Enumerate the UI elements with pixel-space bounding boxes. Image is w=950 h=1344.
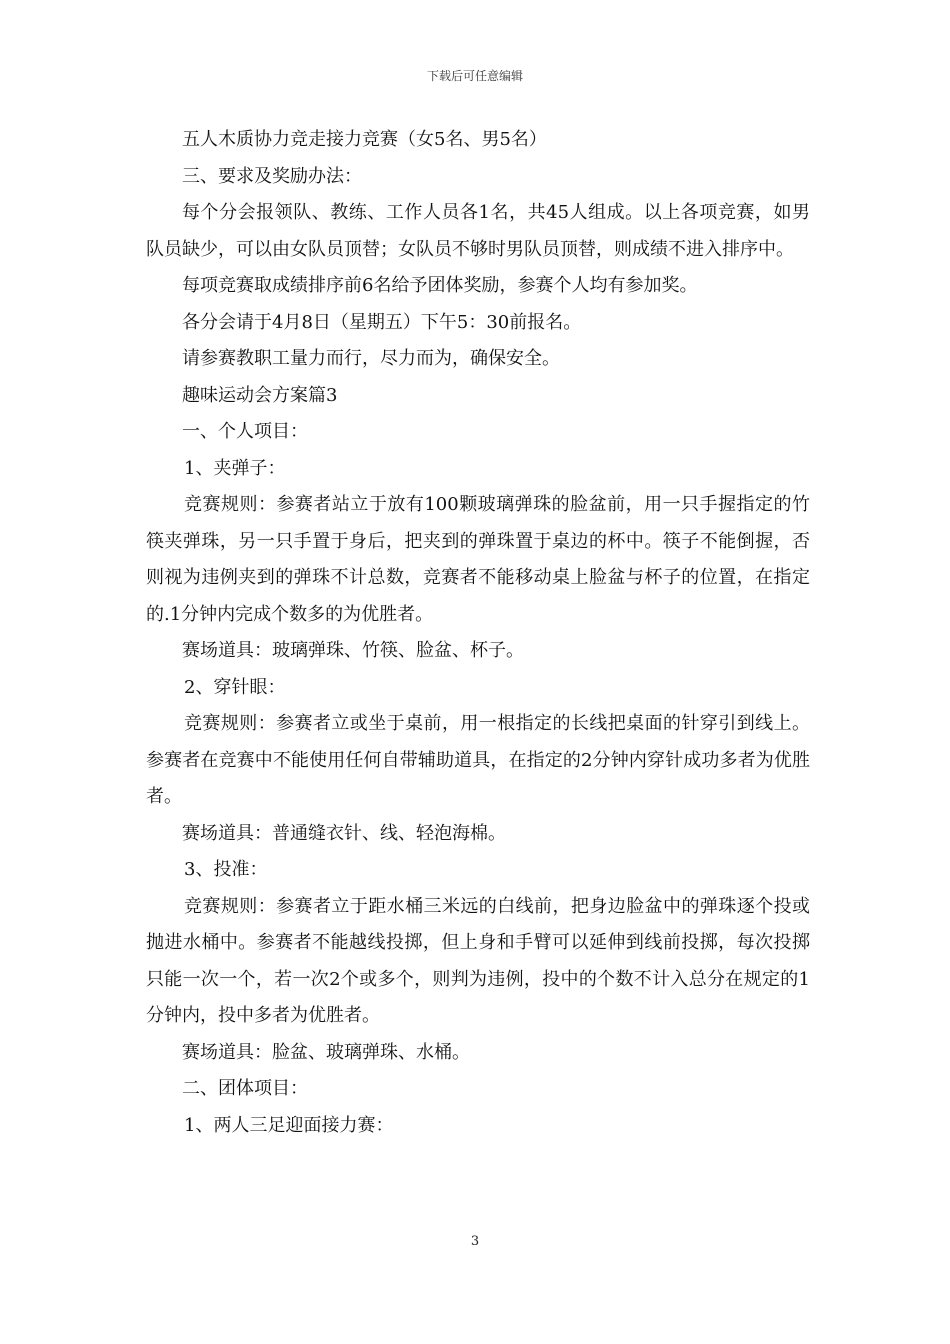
page-header: 下载后可任意编辑 [426, 69, 523, 83]
paragraph-threading-rules: 竞赛规则：参赛者立或坐于桌前，用一根指定的长线把桌面的针穿引到线上。参赛者在竞赛中不能使用任何自带辅助道具，在指定的2分钟内穿针成功多者为优胜者。 [146, 713, 810, 807]
paragraph-marbles-props: 赛场道具：玻璃弹珠、竹筷、脸盆、杯子。 [182, 640, 524, 661]
item-heading-three-legged: 1、两人三足迎面接力赛： [184, 1114, 394, 1136]
paragraph-safety: 请参赛教职工量力而行，尽力而为，确保安全。 [182, 348, 560, 369]
paragraph-throwing-rules: 竞赛规则：参赛者立于距水桶三米远的白线前，把身边脸盆中的弹珠逐个投或抛进水桶中。参赛者不能越线投掷，但上身和手臂可以延伸到线前投掷，每次投掷只能一次一个，若一次2个或多个，则判为违例，投中的个数不计入总分在规定的1分钟内，投中多者为优胜者。 [146, 895, 810, 1026]
paragraph-relay-race: 五人木质协力竞走接力竞赛（女5名、男5名） [182, 129, 547, 150]
item-heading-marbles: 1、夹弹子： [184, 457, 286, 479]
paragraph-marbles-rules: 竞赛规则：参赛者站立于放有100颗玻璃弹珠的脸盆前，用一只手握指定的竹筷夹弹珠，另一只手置于身后，把夹到的弹珠置于桌边的杯中。筷子不能倒握，否则视为违例夹到的弹珠不计总数，竞赛者不能移动桌上脸盆与杯子的位置，在指定的.1分钟内完成个数多的为优胜者。 [146, 494, 810, 625]
item-heading-throwing: 3、投准： [184, 859, 268, 880]
document-body [146, 122, 810, 1144]
plan-title: 趣味运动会方案篇3 [182, 384, 338, 406]
section-heading-team: 二、团体项目： [182, 1078, 308, 1099]
paragraph-registration: 各分会请于4月8日（星期五）下午5：30前报名。 [182, 311, 582, 333]
section-heading-requirements: 三、要求及奖励办法： [182, 165, 362, 187]
paragraph-throwing-props: 赛场道具：脸盆、玻璃弹珠、水桶。 [182, 1041, 470, 1063]
paragraph-awards: 每项竞赛取成绩排序前6名给予团体奖励，参赛个人均有参加奖。 [182, 275, 698, 296]
paragraph-team-composition: 每个分会报领队、教练、工作人员各1名，共45人组成。以上各项竞赛，如男队员缺少，可以由女队员顶替；女队员不够时男队员顶替，则成绩不进入排序中。 [146, 202, 810, 260]
item-heading-threading: 2、穿针眼： [184, 676, 286, 698]
section-heading-individual: 一、个人项目： [182, 421, 308, 442]
page-number: 3 [470, 1234, 480, 1249]
paragraph-threading-props: 赛场道具：普通缝衣针、线、轻泡海棉。 [182, 822, 506, 844]
